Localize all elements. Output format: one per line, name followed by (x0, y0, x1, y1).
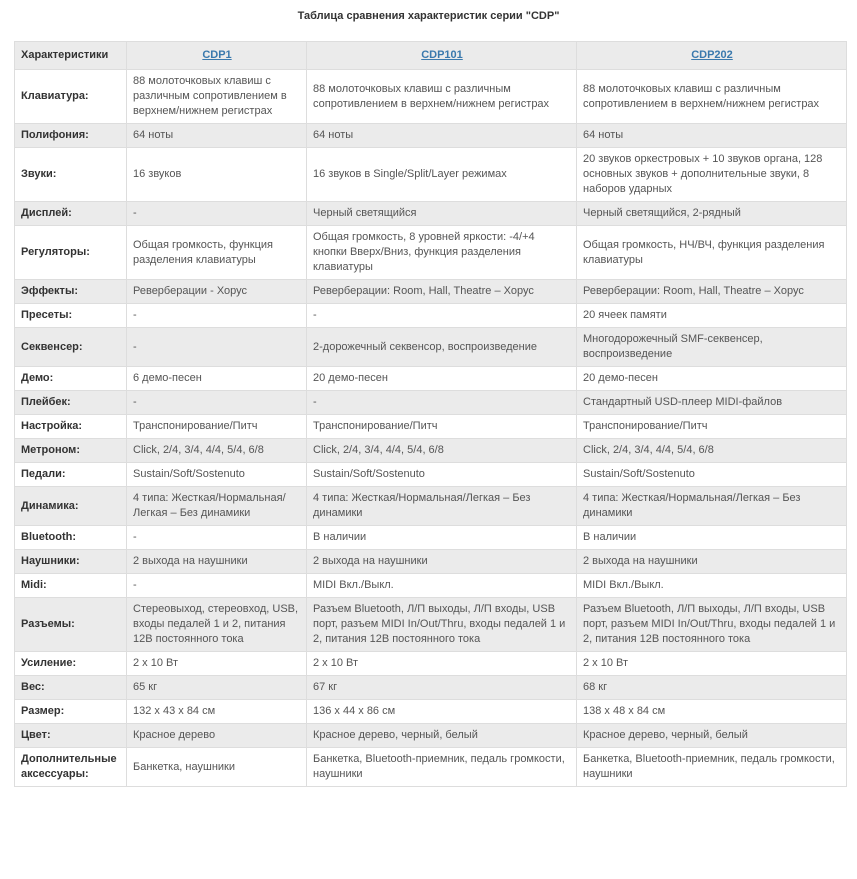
cell-cdp1: - (127, 202, 307, 226)
cell-cdp101: Общая громкость, 8 уровней яркости: -4/+4 кнопки Вверх/Вниз, функция разделения клавиатуры (307, 226, 577, 280)
row-label: Полифония: (15, 124, 127, 148)
table-row (15, 391, 847, 415)
cell-cdp101: 16 звуков в Single/Split/Layer режимах (307, 148, 577, 202)
cell-cdp202: 20 звуков оркестровых + 10 звуков органа, 128 основных звуков + дополнительные звуки, 8 наборов ударных (577, 148, 847, 202)
table-row (15, 328, 847, 367)
table-row (15, 463, 847, 487)
cell-cdp101: - (307, 391, 577, 415)
cell-cdp1: 64 ноты (127, 124, 307, 148)
table-row (15, 526, 847, 550)
cell-cdp202: Многодорожечный SMF-секвенсер, воспроизведение (577, 328, 847, 367)
table-row (15, 304, 847, 328)
header-model-cdp1 (127, 42, 307, 70)
row-label: Размер: (15, 700, 127, 724)
page-title: Таблица сравнения характеристик серии "CDP" (297, 10, 560, 22)
row-label: Разъемы: (15, 598, 127, 652)
cell-cdp1: Sustain/Soft/Sostenuto (127, 463, 307, 487)
model-link-cdp202[interactable]: CDP202 (691, 49, 733, 61)
table-row (15, 70, 847, 124)
row-label: Bluetooth: (15, 526, 127, 550)
cell-cdp202: MIDI Вкл./Выкл. (577, 574, 847, 598)
row-label: Цвет: (15, 724, 127, 748)
header-model-cdp202 (577, 42, 847, 70)
cell-cdp202: Банкетка, Bluetooth-приемник, педаль громкости, наушники (577, 748, 847, 787)
table-row (15, 724, 847, 748)
cell-cdp101: 136 х 44 х 86 см (307, 700, 577, 724)
row-label: Педали: (15, 463, 127, 487)
table-row (15, 700, 847, 724)
cell-cdp1: Click, 2/4, 3/4, 4/4, 5/4, 6/8 (127, 439, 307, 463)
cell-cdp101: Транспонирование/Питч (307, 415, 577, 439)
table-body (15, 70, 847, 787)
cell-cdp1: - (127, 328, 307, 367)
table-row (15, 226, 847, 280)
row-label: Динамика: (15, 487, 127, 526)
cell-cdp1: 4 типа: Жесткая/Нормальная/Легкая – Без динамики (127, 487, 307, 526)
cell-cdp1: - (127, 574, 307, 598)
cell-cdp202: Черный светящийся, 2-рядный (577, 202, 847, 226)
cell-cdp202: Красное дерево, черный, белый (577, 724, 847, 748)
cell-cdp1: - (127, 304, 307, 328)
cell-cdp101: Красное дерево, черный, белый (307, 724, 577, 748)
cell-cdp101: Click, 2/4, 3/4, 4/4, 5/4, 6/8 (307, 439, 577, 463)
header-model-cdp101 (307, 42, 577, 70)
cell-cdp1: Стереовыход, стереовход, USB, входы педалей 1 и 2, питания 12В постоянного тока (127, 598, 307, 652)
cell-cdp202: 88 молоточковых клавиш с различным сопротивлением в верхнем/нижнем регистрах (577, 70, 847, 124)
cell-cdp1: Красное дерево (127, 724, 307, 748)
cell-cdp1: 2 выхода на наушники (127, 550, 307, 574)
cell-cdp202: Sustain/Soft/Sostenuto (577, 463, 847, 487)
model-link-cdp101[interactable]: CDP101 (421, 49, 463, 61)
header-characteristics: Характеристики (15, 42, 127, 70)
cell-cdp202: Click, 2/4, 3/4, 4/4, 5/4, 6/8 (577, 439, 847, 463)
cell-cdp101: 64 ноты (307, 124, 577, 148)
cell-cdp1: Транспонирование/Питч (127, 415, 307, 439)
cell-cdp101: Черный светящийся (307, 202, 577, 226)
cell-cdp101: 2 выхода на наушники (307, 550, 577, 574)
row-label: Метроном: (15, 439, 127, 463)
table-row (15, 202, 847, 226)
cell-cdp202: 138 х 48 х 84 см (577, 700, 847, 724)
table-header-row (15, 42, 847, 70)
table-row (15, 148, 847, 202)
cell-cdp101: Разъем Bluetooth, Л/П выходы, Л/П входы, USB порт, разъем MIDI In/Out/Thru, входы педалей 1 и 2, питания 12В постоянного тока (307, 598, 577, 652)
row-label: Эффекты: (15, 280, 127, 304)
cell-cdp101: 2 х 10 Вт (307, 652, 577, 676)
cell-cdp202: 20 ячеек памяти (577, 304, 847, 328)
row-label: Пресеты: (15, 304, 127, 328)
row-label: Настройка: (15, 415, 127, 439)
row-label: Регуляторы: (15, 226, 127, 280)
cell-cdp202: В наличии (577, 526, 847, 550)
row-label: Усиление: (15, 652, 127, 676)
cell-cdp1: 16 звуков (127, 148, 307, 202)
row-label: Вес: (15, 676, 127, 700)
row-label: Наушники: (15, 550, 127, 574)
table-row (15, 550, 847, 574)
cell-cdp101: Банкетка, Bluetooth-приемник, педаль громкости, наушники (307, 748, 577, 787)
cell-cdp1: - (127, 391, 307, 415)
cell-cdp101: 4 типа: Жесткая/Нормальная/Легкая – Без динамики (307, 487, 577, 526)
cell-cdp202: 2 выхода на наушники (577, 550, 847, 574)
cell-cdp101: Реверберации: Room, Hall, Theatre – Хорус (307, 280, 577, 304)
table-row (15, 574, 847, 598)
row-label: Плейбек: (15, 391, 127, 415)
cell-cdp1: 65 кг (127, 676, 307, 700)
cell-cdp202: Общая громкость, НЧ/ВЧ, функция разделения клавиатуры (577, 226, 847, 280)
cell-cdp1: 2 х 10 Вт (127, 652, 307, 676)
cell-cdp1: Общая громкость, функция разделения клавиатуры (127, 226, 307, 280)
cell-cdp101: 67 кг (307, 676, 577, 700)
cell-cdp101: Sustain/Soft/Sostenuto (307, 463, 577, 487)
table-row (15, 415, 847, 439)
comparison-table (14, 41, 847, 787)
table-row (15, 367, 847, 391)
table-row (15, 487, 847, 526)
cell-cdp101: MIDI Вкл./Выкл. (307, 574, 577, 598)
cell-cdp202: Реверберации: Room, Hall, Theatre – Хорус (577, 280, 847, 304)
cell-cdp1: Банкетка, наушники (127, 748, 307, 787)
cell-cdp202: 68 кг (577, 676, 847, 700)
row-label: Дополнительные аксессуары: (15, 748, 127, 787)
cell-cdp1: - (127, 526, 307, 550)
cell-cdp202: Транспонирование/Питч (577, 415, 847, 439)
cell-cdp202: Разъем Bluetooth, Л/П выходы, Л/П входы, USB порт, разъем MIDI In/Out/Thru, входы педалей 1 и 2, питания 12В постоянного тока (577, 598, 847, 652)
cell-cdp202: 4 типа: Жесткая/Нормальная/Легкая – Без динамики (577, 487, 847, 526)
table-row (15, 748, 847, 787)
row-label: Дисплей: (15, 202, 127, 226)
cell-cdp101: - (307, 304, 577, 328)
cell-cdp1: Реверберации - Хорус (127, 280, 307, 304)
cell-cdp202: 64 ноты (577, 124, 847, 148)
cell-cdp101: 2-дорожечный секвенсор, воспроизведение (307, 328, 577, 367)
table-row (15, 652, 847, 676)
row-label: Клавиатура: (15, 70, 127, 124)
cell-cdp1: 132 х 43 х 84 см (127, 700, 307, 724)
cell-cdp1: 6 демо-песен (127, 367, 307, 391)
row-label: Секвенсер: (15, 328, 127, 367)
cell-cdp202: Стандартный USD-плеер MIDI-файлов (577, 391, 847, 415)
table-row (15, 124, 847, 148)
table-row (15, 280, 847, 304)
table-row (15, 598, 847, 652)
row-label: Демо: (15, 367, 127, 391)
row-label: Звуки: (15, 148, 127, 202)
table-row (15, 676, 847, 700)
model-link-cdp1[interactable]: CDP1 (202, 49, 232, 61)
table-row (15, 439, 847, 463)
cell-cdp202: 20 демо-песен (577, 367, 847, 391)
row-label: Midi: (15, 574, 127, 598)
cell-cdp1: 88 молоточковых клавиш с различным сопротивлением в верхнем/нижнем регистрах (127, 70, 307, 124)
cell-cdp101: В наличии (307, 526, 577, 550)
cell-cdp101: 88 молоточковых клавиш с различным сопротивлением в верхнем/нижнем регистрах (307, 70, 577, 124)
cell-cdp101: 20 демо-песен (307, 367, 577, 391)
cell-cdp202: 2 х 10 Вт (577, 652, 847, 676)
